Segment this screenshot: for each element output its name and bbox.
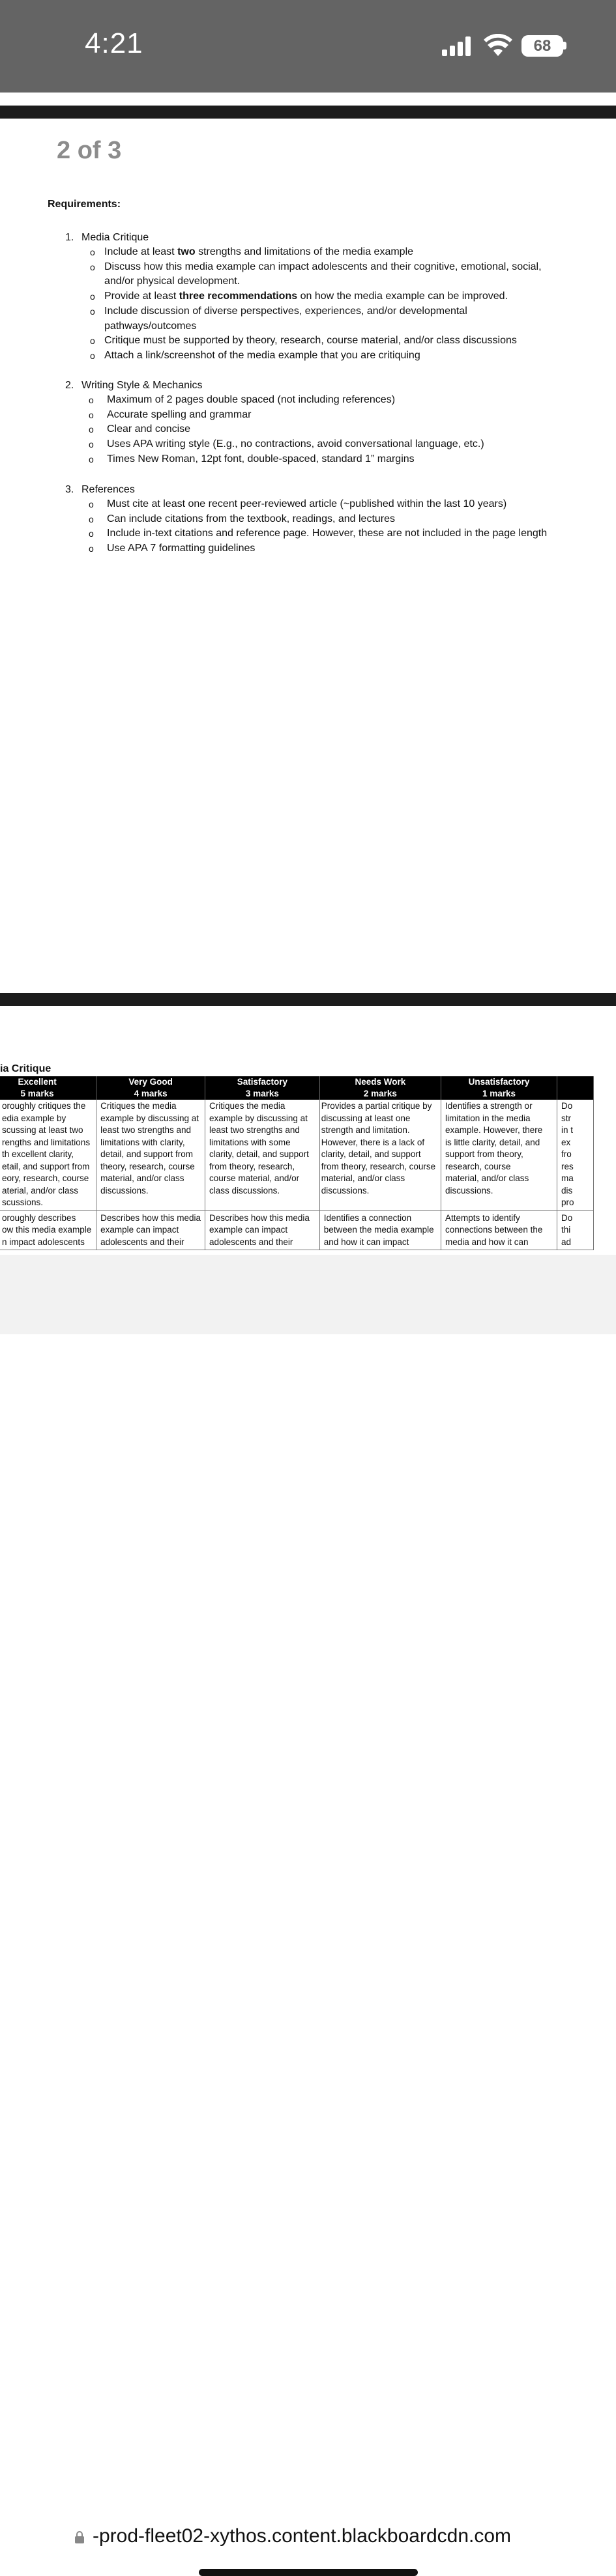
bullet-list xyxy=(65,497,563,556)
section-media-critique xyxy=(65,230,557,364)
bullet-list xyxy=(65,245,557,364)
list-item: o Discuss how this media example can impact adolescents and their cognitive, emotional, social, and/or physical development. xyxy=(89,260,557,289)
list-item: o Provide at least three recommendations on how the media example can be improved. xyxy=(89,289,557,304)
status-time: 4:21 xyxy=(85,27,143,59)
rubric-cell: Provides a partial critique by discussing at least one strength and limitation. However, there is a lack of clarity, detail, and support from theory, research, course material, and/or class discussions. xyxy=(319,1100,441,1210)
rubric-header: Unsatisfactory 1 marks xyxy=(441,1076,557,1100)
rubric-cell: Describes how this media example can impact adolescents and their xyxy=(96,1210,205,1250)
list-item: o Attach a link/screenshot of the media example that you are critiquing xyxy=(89,349,557,364)
list-item: o Include discussion of diverse perspectives, experiences, and/or developmental pathways/outcomes xyxy=(89,304,557,334)
page-counter: 2 of 3 xyxy=(57,137,122,164)
rubric-header: Needs Work 2 marks xyxy=(319,1076,441,1100)
rubric-cell: Do thi ad xyxy=(557,1210,594,1250)
rubric-title: ia Critique xyxy=(0,1063,51,1074)
list-item: o Maximum of 2 pages double spaced (not including references) xyxy=(87,393,563,408)
rubric-cell: Critiques the media example by discussing at least two strengths and limitations with some clarity, detail, and support from theory, research, course material, and/or class discussions. xyxy=(205,1100,320,1210)
rubric-header: Satisfactory 3 marks xyxy=(205,1076,320,1100)
rubric-table xyxy=(0,1076,594,1250)
rubric-header xyxy=(557,1076,594,1100)
section-title: 3. References xyxy=(65,484,135,495)
list-item: o Uses APA writing style (E.g., no contractions, avoid conversational language, etc.) xyxy=(87,437,563,452)
rubric-header: Excellent 5 marks xyxy=(0,1076,96,1100)
rubric-cell: Describes how this media example can impact adolescents and their xyxy=(205,1210,320,1250)
section-writing-style xyxy=(65,378,563,467)
list-item: o Accurate spelling and grammar xyxy=(87,408,563,423)
list-item: o Use APA 7 formatting guidelines xyxy=(87,541,563,556)
battery-indicator: 68 xyxy=(521,35,563,57)
url-bar[interactable] xyxy=(0,1255,616,2547)
list-item: o Clear and concise xyxy=(87,422,563,437)
table-row xyxy=(0,1100,594,1210)
list-item: o Critique must be supported by theory, research, course material, and/or class discussions xyxy=(89,334,557,349)
rubric-cell: oroughly describes ow this media example n impact adolescents xyxy=(0,1210,96,1250)
rubric-header-row xyxy=(0,1076,594,1100)
section-title: 2. Writing Style & Mechanics xyxy=(65,380,203,391)
table-row xyxy=(0,1210,594,1250)
url-text[interactable]: -prod-fleet02-xythos.content.blackboardcdn.com xyxy=(93,2525,512,2547)
home-indicator[interactable] xyxy=(199,2569,418,2576)
status-bar xyxy=(0,0,616,93)
wifi-icon xyxy=(484,34,512,57)
section-title: 1. Media Critique xyxy=(65,232,149,243)
list-item: o Times New Roman, 12pt font, double-spaced, standard 1” margins xyxy=(87,452,563,467)
rubric-cell: oroughly critiques the edia example by scussing at least two rengths and limitations th excellent clarity, etail, and support from eory, research, course aterial, and/or class scussions. xyxy=(0,1100,96,1210)
cellular-signal-icon xyxy=(442,36,473,56)
bullet-list xyxy=(65,393,563,467)
list-item: o Include in-text citations and reference page. However, these are not included in the page length xyxy=(87,526,563,541)
list-item: o Must cite at least one recent peer-reviewed article (~published within the last 10 years) xyxy=(87,497,563,512)
page-divider-bottom xyxy=(0,993,616,1006)
rubric-cell: Do str in t ex fro res ma dis pro xyxy=(557,1100,594,1210)
rubric-cell: Attempts to identify connections between the media and how it can xyxy=(441,1210,557,1250)
lock-icon xyxy=(75,2530,84,2543)
list-item: o Can include citations from the textbook, readings, and lectures xyxy=(87,512,563,527)
requirements-heading: Requirements: xyxy=(48,199,121,210)
battery-tip-icon xyxy=(563,42,566,50)
rubric-cell: Identifies a strength or limitation in the media example. However, there is little clarity, detail, and support from theory, research, course material, and/or class discussions. xyxy=(441,1100,557,1210)
page-divider-top xyxy=(0,106,616,119)
rubric-cell: Critiques the media example by discussing at least two strengths and limitations with clarity, detail, and support from theory, research, course material, and/or class discussions. xyxy=(96,1100,205,1210)
rubric-header: Very Good 4 marks xyxy=(96,1076,205,1100)
list-item: o Include at least two strengths and limitations of the media example xyxy=(89,245,557,260)
section-references xyxy=(65,482,563,556)
rubric-cell: Identifies a connection between the media example and how it can impact xyxy=(319,1210,441,1250)
